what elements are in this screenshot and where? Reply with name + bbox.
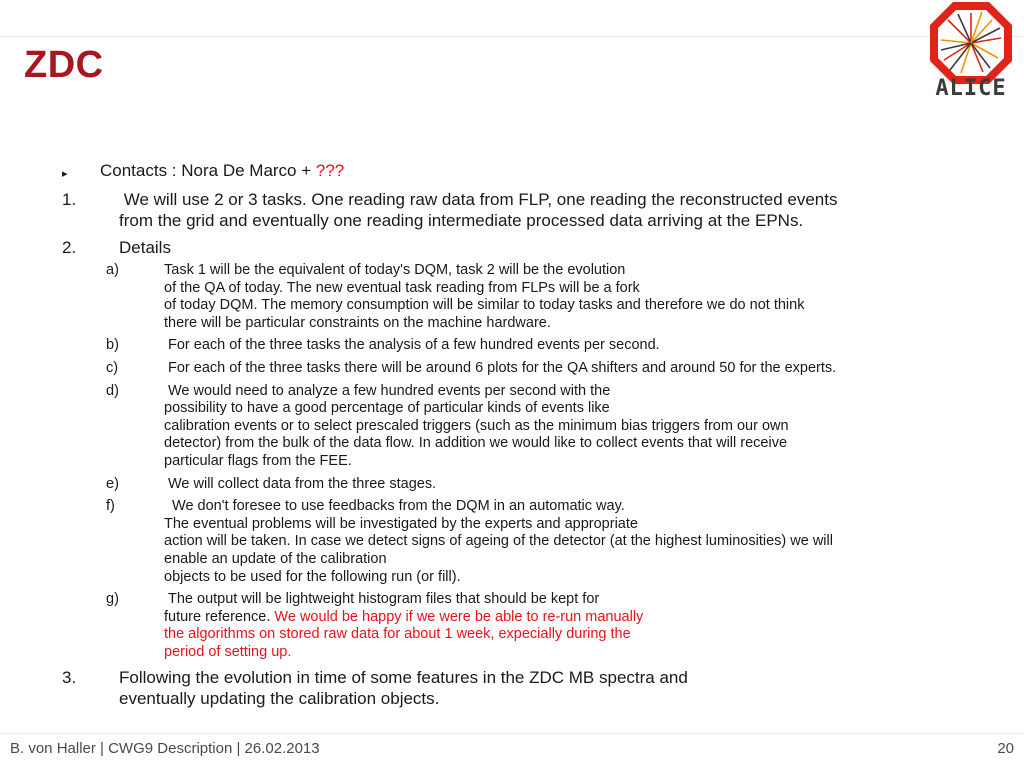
sub-item-e: [0, 476, 1024, 494]
text-line: from the grid and eventually one reading intermediate processed data arriving at the EPNs.: [119, 211, 804, 230]
sub-item-text: For each of the three tasks the analysis of a few hundred events per second.: [168, 337, 660, 354]
slide-body: [0, 160, 1024, 709]
header-divider: [0, 36, 1024, 37]
list-item-1: [0, 189, 1024, 231]
sub-marker: g): [106, 591, 119, 608]
sub-item-text: [164, 383, 976, 471]
sub-item-text: [164, 262, 976, 332]
contacts-unknown: ???: [315, 161, 345, 180]
text-line: We would need to analyze a few hundred events per second with the: [168, 382, 611, 399]
sub-item-g: [0, 591, 1024, 661]
sub-marker: b): [106, 337, 119, 354]
sub-marker: a): [106, 262, 119, 278]
sub-item-f: [0, 498, 1024, 586]
text-line: Following the evolution in time of some features in the ZDC MB spectra and: [119, 668, 688, 688]
sub-item-c: [0, 360, 1024, 378]
text-line: possibility to have a good percentage of particular kinds of events like: [164, 400, 610, 417]
text-line: detector) from the bulk of the data flow. In addition we would like to collect events that will receive: [164, 435, 788, 452]
sub-marker: c): [106, 359, 119, 376]
page-number: 20: [997, 740, 1014, 757]
text-line: there will be particular constraints on the machine hardware.: [164, 314, 551, 331]
text-line: The output will be lightweight histogram files that should be kept for: [168, 591, 600, 608]
sub-item-text: We will collect data from the three stages.: [168, 475, 437, 492]
text-line: We will use 2 or 3 tasks. One reading raw data from FLP, one reading the reconstructed events: [119, 190, 838, 209]
footer-text: B. von Haller | CWG9 Description | 26.02.2013: [10, 740, 320, 757]
sub-marker: d): [106, 382, 119, 399]
list-item-text: [119, 189, 964, 231]
arrow-bullet-icon: ▸: [62, 168, 68, 180]
text-line: The eventual problems will be investigated by the experts and appropriate: [164, 515, 638, 532]
slide-title: ZDC: [24, 44, 104, 86]
text-line: action will be taken. In case we detect signs of ageing of the detector (at the highest luminosities) we will: [164, 533, 833, 550]
sub-item-d: [0, 383, 1024, 471]
sub-item-b: [0, 337, 1024, 355]
list-marker: 3.: [62, 668, 77, 688]
text-line-red: the algorithms on stored raw data for about 1 week, expecially during the: [164, 626, 631, 643]
text-line-red: period of setting up.: [164, 643, 292, 660]
text-line: objects to be used for the following run (or fill).: [164, 568, 461, 585]
text-line: of the QA of today. The new eventual task reading from FLPs will be a fork: [164, 279, 640, 296]
sub-item-a: [0, 262, 1024, 332]
text-line: particular flags from the FEE.: [164, 452, 352, 469]
sub-item-text: [164, 498, 976, 586]
text-line: eventually updating the calibration objects.: [119, 689, 440, 709]
details-label: Details: [119, 238, 171, 257]
text-line: enable an update of the calibration: [164, 550, 387, 567]
sub-marker: e): [106, 475, 119, 492]
text-black: future reference.: [164, 608, 275, 625]
text-line: [164, 609, 976, 627]
sub-marker: f): [106, 498, 115, 515]
text-line: of today DQM. The memory consumption will be similar to today tasks and therefore we do not think: [164, 297, 805, 314]
sub-item-text: For each of the three tasks there will be around 6 plots for the QA shifters and around 50 for the experts.: [168, 359, 837, 376]
text-red: We would be happy if we were be able to re-run manually: [274, 608, 644, 625]
list-marker: 1.: [62, 190, 77, 209]
sub-item-text: [164, 591, 976, 661]
contacts-text: Contacts : Nora De Marco +: [100, 161, 316, 180]
list-item-text: [119, 667, 964, 709]
list-marker: 2.: [62, 238, 77, 257]
logo-text: ALICE: [935, 76, 1007, 101]
list-item-2: [0, 237, 1024, 258]
text-line: We don't foresee to use feedbacks from the DQM in an automatic way.: [168, 498, 625, 515]
list-item-3: [0, 667, 1024, 709]
text-line: calibration events or to select prescaled triggers (such as the minimum bias triggers from our own: [164, 417, 789, 434]
contacts-item: [0, 160, 1024, 181]
footer-divider: [0, 733, 1024, 734]
text-line: Task 1 will be the equivalent of today's DQM, task 2 will be the evolution: [164, 262, 626, 278]
